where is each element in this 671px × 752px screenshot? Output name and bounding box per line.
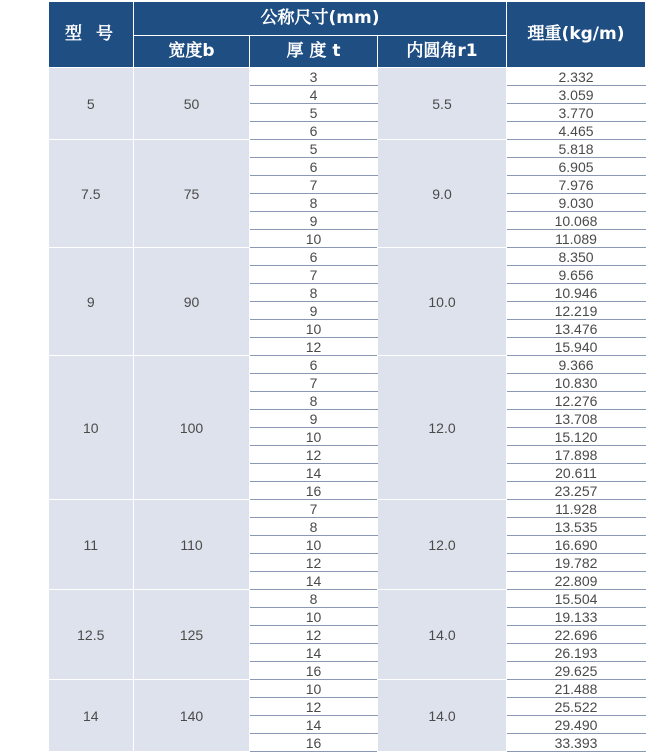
angle-steel-spec-table (48, 1, 646, 752)
model-cell: 7.5 (49, 140, 134, 248)
model-cell: 10 (49, 356, 134, 500)
thickness-cell: 4 (250, 86, 378, 104)
thickness-cell: 10 (250, 320, 378, 338)
weight-cell: 8.350 (507, 248, 646, 266)
thickness-cell: 8 (250, 194, 378, 212)
thickness-cell: 10 (250, 608, 378, 626)
weight-cell: 29.625 (507, 662, 646, 680)
thickness-cell: 14 (250, 716, 378, 734)
table-row (49, 140, 646, 158)
weight-cell: 9.030 (507, 194, 646, 212)
thickness-cell: 7 (250, 500, 378, 518)
radius-cell: 10.0 (378, 248, 507, 356)
model-cell: 9 (49, 248, 134, 356)
radius-cell: 5.5 (378, 68, 507, 140)
thickness-cell: 14 (250, 572, 378, 590)
thickness-cell: 5 (250, 104, 378, 122)
weight-cell: 10.068 (507, 212, 646, 230)
thickness-cell: 9 (250, 302, 378, 320)
radius-cell: 12.0 (378, 356, 507, 500)
weight-cell: 19.133 (507, 608, 646, 626)
thickness-cell: 14 (250, 464, 378, 482)
thickness-cell: 6 (250, 248, 378, 266)
model-cell: 11 (49, 500, 134, 590)
weight-cell: 11.089 (507, 230, 646, 248)
thickness-cell: 9 (250, 212, 378, 230)
weight-cell: 10.946 (507, 284, 646, 302)
weight-cell: 13.708 (507, 410, 646, 428)
thickness-cell: 16 (250, 662, 378, 680)
weight-cell: 10.830 (507, 374, 646, 392)
weight-cell: 4.465 (507, 122, 646, 140)
thickness-cell: 14 (250, 644, 378, 662)
weight-cell: 13.476 (507, 320, 646, 338)
weight-cell: 17.898 (507, 446, 646, 464)
weight-cell: 23.257 (507, 482, 646, 500)
weight-cell: 33.393 (507, 734, 646, 752)
header-thickness: 厚 度 t (250, 36, 378, 68)
width-cell: 75 (134, 140, 250, 248)
weight-cell: 19.782 (507, 554, 646, 572)
weight-cell: 9.366 (507, 356, 646, 374)
thickness-cell: 5 (250, 140, 378, 158)
thickness-cell: 7 (250, 176, 378, 194)
weight-cell: 6.905 (507, 158, 646, 176)
weight-cell: 21.488 (507, 680, 646, 698)
thickness-cell: 12 (250, 554, 378, 572)
weight-cell: 15.940 (507, 338, 646, 356)
weight-cell: 22.696 (507, 626, 646, 644)
width-cell: 110 (134, 500, 250, 590)
thickness-cell: 12 (250, 446, 378, 464)
weight-cell: 5.818 (507, 140, 646, 158)
table-body (49, 68, 646, 752)
thickness-cell: 8 (250, 284, 378, 302)
thickness-cell: 10 (250, 230, 378, 248)
weight-cell: 11.928 (507, 500, 646, 518)
thickness-cell: 10 (250, 428, 378, 446)
thickness-cell: 6 (250, 356, 378, 374)
table-header (49, 2, 646, 68)
thickness-cell: 12 (250, 626, 378, 644)
model-cell: 12.5 (49, 590, 134, 680)
width-cell: 90 (134, 248, 250, 356)
weight-cell: 20.611 (507, 464, 646, 482)
header-nominal-size: 公称尺寸(mm) (134, 2, 507, 36)
table-row (49, 680, 646, 698)
weight-cell: 3.059 (507, 86, 646, 104)
weight-cell: 9.656 (507, 266, 646, 284)
header-width: 宽度b (134, 36, 250, 68)
header-weight: 理重(kg/m) (507, 2, 646, 68)
weight-cell: 7.976 (507, 176, 646, 194)
weight-cell: 3.770 (507, 104, 646, 122)
thickness-cell: 12 (250, 698, 378, 716)
thickness-cell: 8 (250, 590, 378, 608)
table-row (49, 68, 646, 86)
radius-cell: 12.0 (378, 500, 507, 590)
width-cell: 100 (134, 356, 250, 500)
thickness-cell: 8 (250, 518, 378, 536)
model-cell: 14 (49, 680, 134, 752)
table-row (49, 500, 646, 518)
thickness-cell: 16 (250, 482, 378, 500)
weight-cell: 25.522 (507, 698, 646, 716)
thickness-cell: 9 (250, 410, 378, 428)
weight-cell: 12.276 (507, 392, 646, 410)
weight-cell: 2.332 (507, 68, 646, 86)
thickness-cell: 10 (250, 680, 378, 698)
table-row (49, 356, 646, 374)
thickness-cell: 3 (250, 68, 378, 86)
thickness-cell: 10 (250, 536, 378, 554)
thickness-cell: 16 (250, 734, 378, 752)
table-row (49, 248, 646, 266)
thickness-cell: 6 (250, 158, 378, 176)
thickness-cell: 7 (250, 266, 378, 284)
thickness-cell: 12 (250, 338, 378, 356)
weight-cell: 13.535 (507, 518, 646, 536)
thickness-cell: 8 (250, 392, 378, 410)
header-radius: 内圆角r1 (378, 36, 507, 68)
header-model: 型 号 (49, 2, 134, 68)
radius-cell: 9.0 (378, 140, 507, 248)
weight-cell: 15.504 (507, 590, 646, 608)
model-cell: 5 (49, 68, 134, 140)
weight-cell: 15.120 (507, 428, 646, 446)
weight-cell: 12.219 (507, 302, 646, 320)
weight-cell: 16.690 (507, 536, 646, 554)
width-cell: 50 (134, 68, 250, 140)
spec-table-wrapper (48, 1, 645, 751)
thickness-cell: 7 (250, 374, 378, 392)
thickness-cell: 6 (250, 122, 378, 140)
weight-cell: 26.193 (507, 644, 646, 662)
width-cell: 125 (134, 590, 250, 680)
width-cell: 140 (134, 680, 250, 752)
weight-cell: 29.490 (507, 716, 646, 734)
radius-cell: 14.0 (378, 590, 507, 680)
weight-cell: 22.809 (507, 572, 646, 590)
radius-cell: 14.0 (378, 680, 507, 752)
table-row (49, 590, 646, 608)
